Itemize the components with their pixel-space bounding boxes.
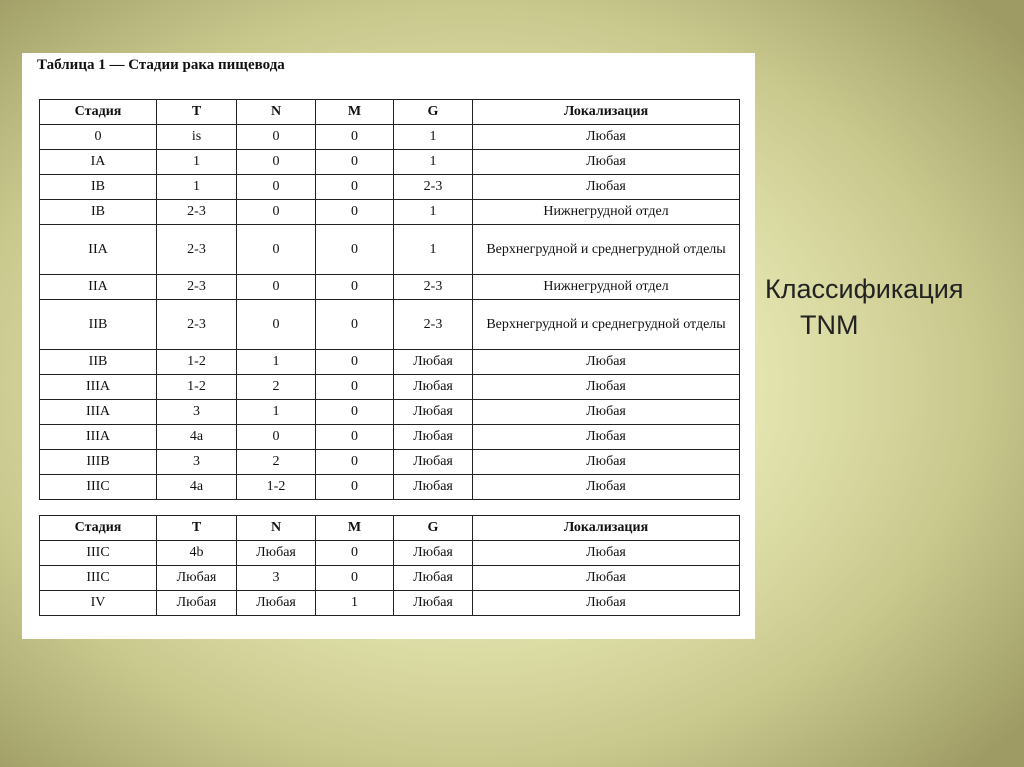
header-m: M (316, 516, 394, 541)
cell-m: 0 (316, 375, 394, 400)
header-g: G (394, 100, 473, 125)
cell-n: 3 (237, 566, 316, 591)
cell-m: 0 (316, 150, 394, 175)
cell-localization: Любая (473, 350, 740, 375)
cell-m: 0 (316, 125, 394, 150)
cell-g: 1 (394, 125, 473, 150)
table-row (40, 200, 740, 225)
cell-n: 0 (237, 425, 316, 450)
header-stage: Стадия (40, 516, 157, 541)
cell-t: is (157, 125, 237, 150)
cell-localization: Любая (473, 175, 740, 200)
cell-t: 1-2 (157, 375, 237, 400)
cell-n: Любая (237, 541, 316, 566)
cell-t: Любая (157, 566, 237, 591)
cell-stage: IIB (40, 350, 157, 375)
cell-g: 1 (394, 200, 473, 225)
cell-stage: IB (40, 175, 157, 200)
cell-stage: IIB (40, 300, 157, 350)
table-card (22, 53, 755, 639)
cell-localization: Любая (473, 475, 740, 500)
cell-n: 0 (237, 225, 316, 275)
cell-stage: IIA (40, 275, 157, 300)
cell-stage: IIIA (40, 375, 157, 400)
side-caption-line2: TNM (800, 310, 859, 340)
header-n: N (237, 100, 316, 125)
cell-m: 0 (316, 425, 394, 450)
cell-g: 2-3 (394, 275, 473, 300)
cell-m: 0 (316, 175, 394, 200)
cell-m: 0 (316, 200, 394, 225)
header-row (40, 100, 740, 125)
cell-n: 0 (237, 150, 316, 175)
cell-n: 1-2 (237, 475, 316, 500)
table-row (40, 175, 740, 200)
header-stage: Стадия (40, 100, 157, 125)
cell-stage: IIIC (40, 566, 157, 591)
cell-t: 4b (157, 541, 237, 566)
cell-localization: Любая (473, 125, 740, 150)
cell-g: Любая (394, 375, 473, 400)
table-row (40, 275, 740, 300)
table-caption: Таблица 1 — Стадии рака пищевода (37, 57, 285, 73)
cell-g: Любая (394, 475, 473, 500)
cell-stage: IIA (40, 225, 157, 275)
cell-stage: IIIA (40, 425, 157, 450)
cell-n: 0 (237, 175, 316, 200)
cell-t: 1 (157, 150, 237, 175)
stage-table-1 (39, 99, 740, 500)
cell-localization: Любая (473, 400, 740, 425)
cell-localization: Верхнегрудной и среднегрудной отделы (473, 225, 740, 275)
cell-g: Любая (394, 350, 473, 375)
cell-m: 0 (316, 275, 394, 300)
cell-m: 0 (316, 400, 394, 425)
header-t: T (157, 516, 237, 541)
cell-g: 1 (394, 225, 473, 275)
table1-body (40, 125, 740, 500)
table-row (40, 300, 740, 350)
stage-table-2 (39, 515, 740, 616)
cell-n: 2 (237, 450, 316, 475)
cell-m: 0 (316, 450, 394, 475)
header-n: N (237, 516, 316, 541)
cell-m: 0 (316, 566, 394, 591)
header-t: T (157, 100, 237, 125)
cell-t: 3 (157, 450, 237, 475)
cell-g: Любая (394, 450, 473, 475)
cell-n: 1 (237, 350, 316, 375)
cell-stage: IIIC (40, 475, 157, 500)
cell-localization: Любая (473, 450, 740, 475)
header-localization: Локализация (473, 100, 740, 125)
cell-localization: Любая (473, 591, 740, 616)
table2-body (40, 541, 740, 616)
table-row (40, 475, 740, 500)
cell-localization: Нижнегрудной отдел (473, 200, 740, 225)
cell-m: 0 (316, 475, 394, 500)
cell-n: 0 (237, 200, 316, 225)
table-row (40, 425, 740, 450)
cell-g: 2-3 (394, 300, 473, 350)
cell-n: 2 (237, 375, 316, 400)
cell-n: 0 (237, 275, 316, 300)
cell-m: 0 (316, 225, 394, 275)
cell-n: 0 (237, 125, 316, 150)
cell-t: 1 (157, 175, 237, 200)
side-caption (765, 271, 1015, 343)
header-row (40, 516, 740, 541)
cell-localization: Верхнегрудной и среднегрудной отделы (473, 300, 740, 350)
header-g: G (394, 516, 473, 541)
header-localization: Локализация (473, 516, 740, 541)
cell-m: 1 (316, 591, 394, 616)
cell-g: Любая (394, 425, 473, 450)
table-row (40, 591, 740, 616)
cell-g: Любая (394, 541, 473, 566)
cell-t: 1-2 (157, 350, 237, 375)
cell-localization: Любая (473, 425, 740, 450)
cell-localization: Любая (473, 541, 740, 566)
cell-t: 3 (157, 400, 237, 425)
cell-localization: Любая (473, 566, 740, 591)
cell-stage: IIIC (40, 541, 157, 566)
cell-t: 2-3 (157, 275, 237, 300)
cell-g: 1 (394, 150, 473, 175)
cell-t: 4a (157, 425, 237, 450)
cell-t: Любая (157, 591, 237, 616)
table-row (40, 541, 740, 566)
table-row (40, 400, 740, 425)
cell-t: 2-3 (157, 200, 237, 225)
cell-stage: IB (40, 200, 157, 225)
table-row (40, 350, 740, 375)
cell-m: 0 (316, 541, 394, 566)
cell-m: 0 (316, 300, 394, 350)
cell-stage: IA (40, 150, 157, 175)
cell-stage: 0 (40, 125, 157, 150)
cell-n: 1 (237, 400, 316, 425)
table-row (40, 225, 740, 275)
cell-t: 4a (157, 475, 237, 500)
cell-t: 2-3 (157, 300, 237, 350)
table-row (40, 125, 740, 150)
cell-g: Любая (394, 591, 473, 616)
cell-localization: Любая (473, 375, 740, 400)
cell-stage: IIIB (40, 450, 157, 475)
cell-stage: IIIA (40, 400, 157, 425)
table-row (40, 150, 740, 175)
cell-localization: Нижнегрудной отдел (473, 275, 740, 300)
table-row (40, 375, 740, 400)
cell-g: Любая (394, 400, 473, 425)
cell-n: 0 (237, 300, 316, 350)
side-caption-line1: Классификация (765, 274, 964, 304)
cell-stage: IV (40, 591, 157, 616)
header-m: M (316, 100, 394, 125)
table-row (40, 566, 740, 591)
cell-n: Любая (237, 591, 316, 616)
cell-m: 0 (316, 350, 394, 375)
cell-t: 2-3 (157, 225, 237, 275)
cell-g: Любая (394, 566, 473, 591)
cell-localization: Любая (473, 150, 740, 175)
cell-g: 2-3 (394, 175, 473, 200)
table-row (40, 450, 740, 475)
